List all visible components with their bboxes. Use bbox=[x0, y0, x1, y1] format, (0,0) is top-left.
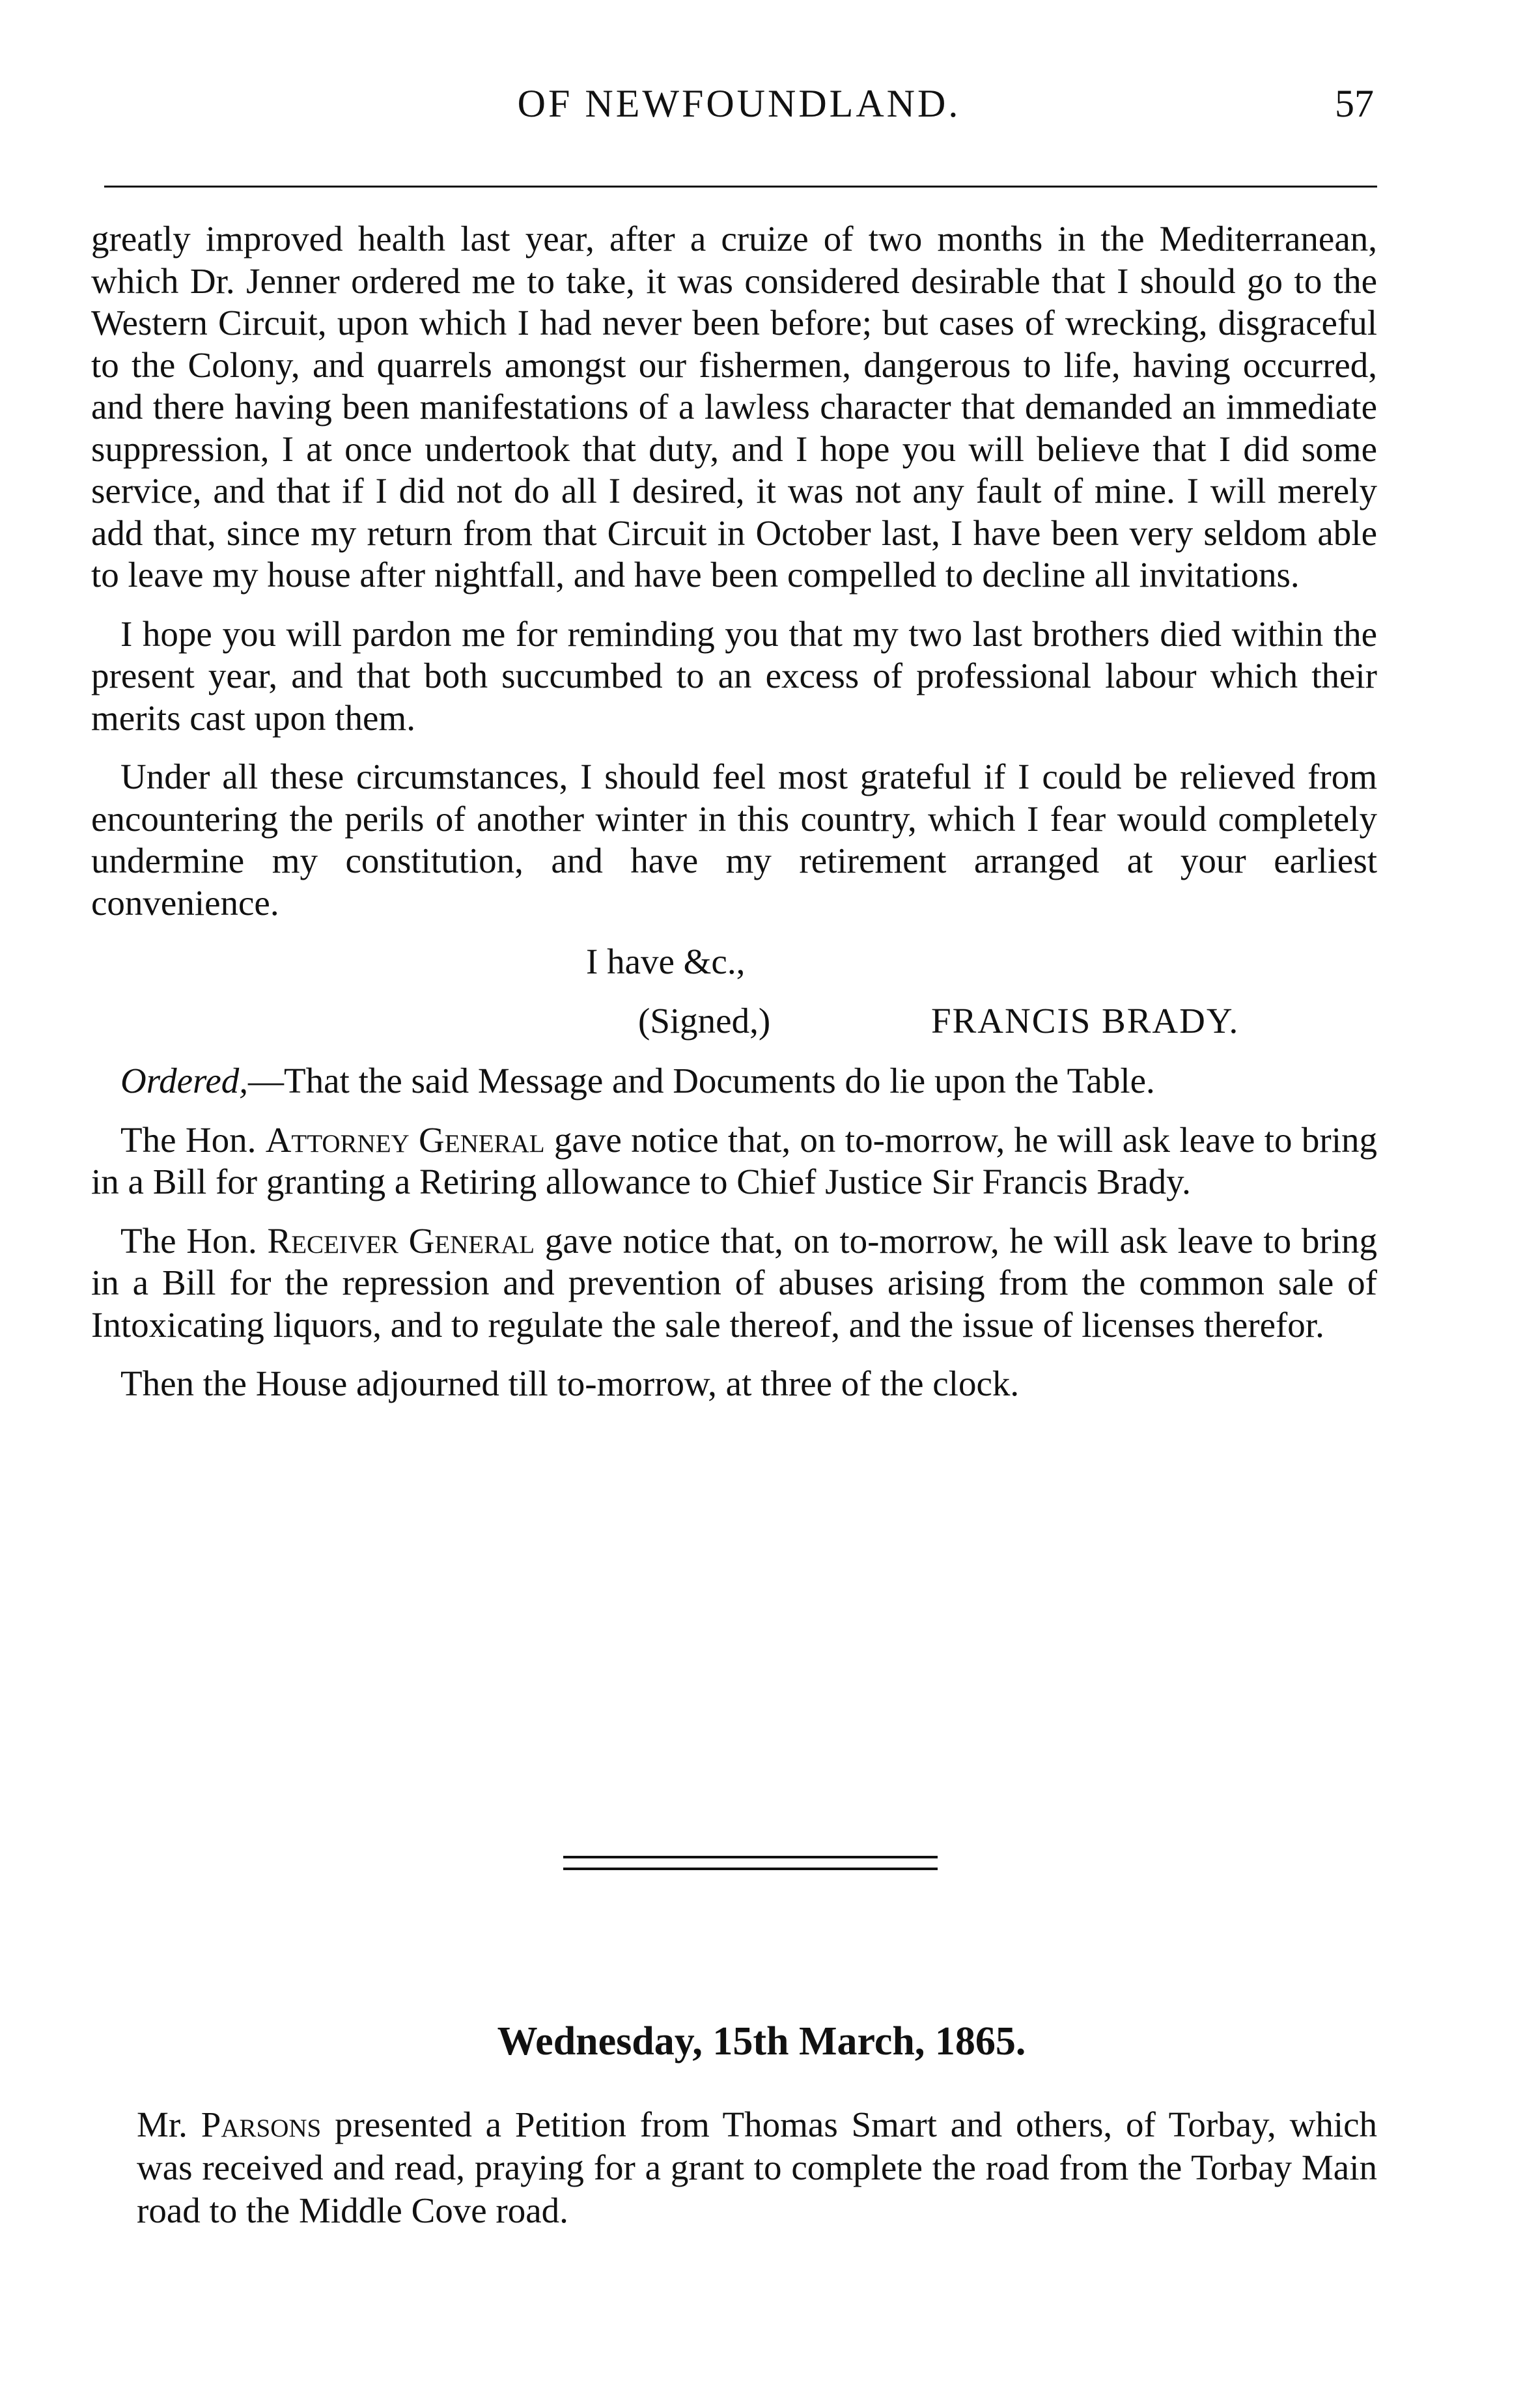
member-name: Parsons bbox=[201, 2105, 322, 2144]
paragraph-brothers: I hope you will pardon me for reminding you that my two last brothers died within the present year, and that both succumbed to an excess of professional labour which their merits cast upon them. bbox=[91, 613, 1377, 738]
body-text bbox=[91, 218, 1377, 1422]
signer-name: FRANCIS BRADY. bbox=[931, 1000, 1240, 1041]
receiver-general-title: Receiver General bbox=[267, 1220, 535, 1261]
letter-closing: I have &c., bbox=[586, 942, 746, 981]
paragraph-petition bbox=[137, 2103, 1377, 2232]
notice-prefix: The Hon. bbox=[120, 1119, 257, 1160]
paragraph-receiver-general-notice bbox=[91, 1220, 1377, 1347]
notice-text: gave notice that, on to-morrow, he will ask leave to bring in a Bill for the repression and prevention of abuses arising from the common sale of Intoxicating liquors, and to regulate the sale thereof, and the issue of licenses therefor. bbox=[91, 1220, 1378, 1345]
paragraph-letter-continuation: greatly improved health last year, after a cruize of two months in the Mediterranean, which Dr. Jenner ordered me to take, it was considered desirable that I should go to the Western Circuit, upon which I had never been before; but cases of wrecking, disgraceful to the Colony, and quarrels amongst our fishermen, dangerous to life, having occurred, and there having been manifestations of a lawless character that demanded an immediate suppression, I at once undertook that duty, and I hope you will believe that I did some service, and that if I did not do all I desired, it was not any fault of mine. I will merely add that, since my return from that Circuit in October last, I have been very seldom able to leave my house after nightfall, and have been compelled to decline all invitations. bbox=[91, 219, 1377, 595]
paragraph-adjourned: Then the House adjourned till to-morrow, at three of the clock. bbox=[120, 1364, 1020, 1403]
notice-text: gave notice that, on to-morrow, he will ask leave to bring in a Bill for granting a Retiring allowance to Chief Justice Sir Francis Brady. bbox=[91, 1119, 1377, 1201]
running-head bbox=[104, 75, 1374, 133]
attorney-general-title: Attorney General bbox=[265, 1119, 545, 1160]
header-rule bbox=[104, 186, 1377, 188]
notice-prefix: The Hon. bbox=[120, 1220, 257, 1261]
running-title: OF NEWFOUNDLAND. bbox=[517, 82, 961, 125]
signature-line bbox=[91, 1000, 1377, 1043]
section-divider bbox=[563, 1856, 938, 1870]
petition-text: presented a Petition from Thomas Smart and others, of Torbay, which was received and read, praying for a grant to complete the road from the Torbay Main road to the Middle Cove road. bbox=[137, 2105, 1378, 2230]
paragraph-ordered bbox=[91, 1060, 1377, 1102]
ordered-word: Ordered, bbox=[120, 1061, 249, 1100]
date-heading: Wednesday, 15th March, 1865. bbox=[497, 2019, 1026, 2064]
ordered-text: —That the said Message and Documents do lie upon the Table. bbox=[248, 1061, 1155, 1100]
signed-label: (Signed,) bbox=[638, 1000, 771, 1041]
paragraph-attorney-general-notice bbox=[91, 1119, 1377, 1203]
page-number: 57 bbox=[1335, 82, 1374, 125]
paragraph-retirement: Under all these circumstances, I should feel most grateful if I could be relieved from encountering the perils of another winter in this country, which I fear would completely undermine my constitution, and have my retirement arranged at your earliest convenience. bbox=[91, 757, 1377, 923]
member-prefix: Mr. bbox=[137, 2105, 188, 2144]
